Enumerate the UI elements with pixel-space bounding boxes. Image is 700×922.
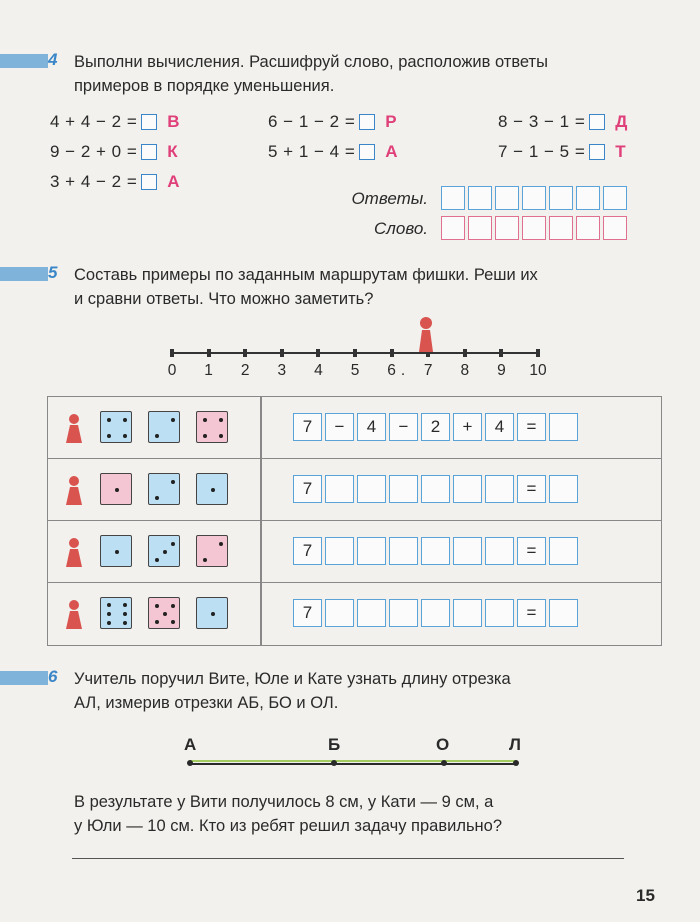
- pawn-icon: [64, 413, 84, 445]
- pawn-icon: [64, 475, 84, 507]
- answer-box[interactable]: [589, 144, 605, 160]
- answer-box[interactable]: [359, 114, 375, 130]
- dice-pip: [115, 488, 119, 492]
- answer-cell[interactable]: [468, 186, 492, 210]
- task-marker-bar: [0, 267, 48, 281]
- number-line-tick: [463, 349, 467, 357]
- dice-pip: [107, 621, 111, 625]
- number-line-label: 8: [460, 362, 470, 379]
- dice-pip: [203, 434, 207, 438]
- dice-pip: [107, 612, 111, 616]
- dice-pip: [155, 496, 159, 500]
- dice-pip: [211, 488, 215, 492]
- dice-pip: [123, 603, 127, 607]
- dice-icon: [196, 473, 228, 505]
- equation-cell[interactable]: [357, 537, 386, 565]
- dice-pip: [155, 434, 159, 438]
- number-line-tick: [353, 349, 357, 357]
- task-text-line: у Юли — 10 см. Кто из ребят решил задачу правильно?: [74, 817, 503, 835]
- equation-cell[interactable]: [357, 599, 386, 627]
- example-expression: 7 − 1 − 5 =: [498, 142, 586, 161]
- number-line-label: 1: [204, 362, 213, 379]
- dice-pip: [219, 434, 223, 438]
- equation-cell: =: [517, 599, 546, 627]
- segment-point: [187, 760, 193, 766]
- answer-box[interactable]: [141, 144, 157, 160]
- point-label: Б: [328, 735, 341, 754]
- segment-point: [441, 760, 447, 766]
- dice-pip: [171, 620, 175, 624]
- example-letter: Т: [615, 142, 626, 161]
- equation-cell: =: [517, 475, 546, 503]
- equation-cells: [293, 413, 581, 441]
- equation-cell[interactable]: [389, 475, 418, 503]
- equation-cell: 4: [357, 413, 386, 441]
- equation-cell[interactable]: [389, 599, 418, 627]
- dice-pip: [219, 418, 223, 422]
- equation-cell[interactable]: [549, 537, 578, 565]
- dice-pip: [171, 604, 175, 608]
- task-text-line: и сравни ответы. Что можно заметить?: [74, 290, 374, 308]
- number-line-label: 3: [277, 362, 287, 379]
- example-expression: 6 − 1 − 2 =: [268, 112, 356, 131]
- example-expression: 4 + 4 − 2 =: [50, 112, 138, 131]
- number-line-label: 6: [387, 362, 396, 379]
- equation-cell[interactable]: [485, 537, 514, 565]
- equation-cell: 7: [293, 537, 322, 565]
- dice-pip: [155, 620, 159, 624]
- example: [50, 170, 180, 194]
- answer-box[interactable]: [141, 174, 157, 190]
- number-line-label: 2: [240, 362, 250, 379]
- answers-cells: [441, 186, 630, 210]
- dice-pip: [115, 550, 119, 554]
- example: [268, 110, 397, 134]
- number-line-tick: [170, 349, 174, 357]
- answer-cell[interactable]: [495, 186, 519, 210]
- equation-cell[interactable]: [325, 599, 354, 627]
- example: [498, 110, 627, 134]
- route-row: [48, 583, 661, 645]
- dice-icon: [196, 535, 228, 567]
- dice-pip: [203, 418, 207, 422]
- equation-cell[interactable]: [421, 475, 450, 503]
- task-text-line: В результате у Вити получилось 8 см, у Кати — 9 см, а: [74, 793, 494, 811]
- dice-icon: [196, 411, 228, 443]
- number-line-tick: [280, 349, 284, 357]
- equation-cell[interactable]: [549, 413, 578, 441]
- dice-pip: [155, 604, 159, 608]
- dice-pip: [123, 418, 127, 422]
- number-line-label: 9: [497, 362, 506, 379]
- equation-cells: [293, 475, 581, 503]
- pawn-marker-icon: [417, 316, 435, 354]
- equation-cell[interactable]: [421, 599, 450, 627]
- dice-pip: [211, 612, 215, 616]
- example-letter: А: [167, 172, 180, 191]
- number-line-label: 7: [423, 362, 433, 379]
- answer-cell[interactable]: [549, 186, 573, 210]
- equation-cell: =: [517, 413, 546, 441]
- dice-icon: [100, 411, 132, 443]
- task-text-line: АЛ, измерив отрезки АБ, БО и ОЛ.: [74, 694, 339, 712]
- dice-pip: [107, 434, 111, 438]
- equation-cell[interactable]: [421, 537, 450, 565]
- point-label: А: [184, 735, 197, 754]
- example-letter: Д: [615, 112, 628, 131]
- equation-cell: 7: [293, 413, 322, 441]
- equation-cell[interactable]: [549, 475, 578, 503]
- answer-box[interactable]: [359, 144, 375, 160]
- dice-pip: [123, 434, 127, 438]
- number-line-label: 0: [167, 362, 177, 379]
- example-expression: 8 − 3 − 1 =: [498, 112, 586, 131]
- answer-cell[interactable]: [603, 186, 627, 210]
- route-row: [48, 397, 661, 459]
- example-letter: А: [385, 142, 398, 161]
- answer-cell[interactable]: [576, 186, 600, 210]
- word-cells: [441, 216, 630, 240]
- dice-pip: [163, 550, 167, 554]
- dice-pip: [107, 603, 111, 607]
- task-text-line: примеров в порядке уменьшения.: [74, 77, 335, 95]
- answers-label: Ответы.: [351, 189, 428, 208]
- word-cell[interactable]: [495, 216, 519, 240]
- word-label: Слово.: [374, 219, 428, 238]
- point-label: О: [436, 735, 450, 754]
- answer-line[interactable]: [72, 858, 624, 859]
- example: [498, 140, 626, 164]
- number-line-tick: [316, 349, 320, 357]
- dice-icon: [148, 597, 180, 629]
- route-row: [48, 459, 661, 521]
- dice-pip: [123, 612, 127, 616]
- task-number: 4: [48, 50, 58, 69]
- equation-cell: 2: [421, 413, 450, 441]
- answer-box[interactable]: [141, 114, 157, 130]
- routes-table: [47, 396, 662, 646]
- segment-point: [513, 760, 519, 766]
- number-line-tick: [207, 349, 211, 357]
- task-marker-bar: [0, 671, 48, 685]
- page-number: 15: [636, 886, 655, 905]
- dice-icon: [100, 535, 132, 567]
- dice-pip: [155, 558, 159, 562]
- task-number: 5: [48, 263, 58, 282]
- answer-box[interactable]: [589, 114, 605, 130]
- equation-cell[interactable]: [453, 537, 482, 565]
- dice-pip: [203, 558, 207, 562]
- equation-cell: =: [517, 537, 546, 565]
- task-text-line: Учитель поручил Вите, Юле и Кате узнать длину отрезка: [74, 670, 511, 688]
- number-line-tick: [499, 349, 503, 357]
- equation-cell[interactable]: [549, 599, 578, 627]
- equation-cells: [293, 599, 581, 627]
- answer-cell[interactable]: [522, 186, 546, 210]
- word-cell[interactable]: [468, 216, 492, 240]
- example-expression: 3 + 4 − 2 =: [50, 172, 138, 191]
- pawn-icon: [64, 537, 84, 569]
- equation-cell[interactable]: [485, 475, 514, 503]
- task-text-line: Выполни вычисления. Расшифруй слово, расположив ответы: [74, 53, 548, 71]
- number-line-tick: [536, 349, 540, 357]
- equation-cell: −: [325, 413, 354, 441]
- equation-cell[interactable]: [453, 475, 482, 503]
- example-expression: 5 + 1 − 4 =: [268, 142, 356, 161]
- word-cell[interactable]: [549, 216, 573, 240]
- word-cell[interactable]: [603, 216, 627, 240]
- word-cell[interactable]: [576, 216, 600, 240]
- segment-highlight: [190, 760, 516, 762]
- number-line-dot: .: [400, 362, 406, 379]
- equation-cell: −: [389, 413, 418, 441]
- task-number: 6: [48, 667, 58, 686]
- equation-cell: 7: [293, 599, 322, 627]
- pawn-icon: [64, 599, 84, 631]
- equation-cell[interactable]: [453, 599, 482, 627]
- word-cell[interactable]: [441, 216, 465, 240]
- equation-cell[interactable]: [389, 537, 418, 565]
- dice-pip: [171, 418, 175, 422]
- example: [268, 140, 398, 164]
- dice-icon: [148, 473, 180, 505]
- example-expression: 9 − 2 + 0 =: [50, 142, 138, 161]
- number-line-label: 10: [529, 362, 547, 379]
- number-line-tick: [390, 349, 394, 357]
- segment-point: [331, 760, 337, 766]
- dice-icon: [148, 535, 180, 567]
- number-line-label: 5: [350, 362, 360, 379]
- point-label: Л: [509, 735, 521, 754]
- example-letter: К: [167, 142, 178, 161]
- equation-cell[interactable]: [325, 537, 354, 565]
- equation-cell[interactable]: [485, 599, 514, 627]
- equation-cell: 4: [485, 413, 514, 441]
- example: [50, 110, 180, 134]
- equation-cell: +: [453, 413, 482, 441]
- dice-icon: [148, 411, 180, 443]
- equation-cell[interactable]: [325, 475, 354, 503]
- example: [50, 140, 178, 164]
- dice-pip: [219, 542, 223, 546]
- dice-icon: [100, 473, 132, 505]
- dice-pip: [107, 418, 111, 422]
- dice-pip: [163, 612, 167, 616]
- answer-cell[interactable]: [441, 186, 465, 210]
- equation-cell: 7: [293, 475, 322, 503]
- equation-cell[interactable]: [357, 475, 386, 503]
- dice-pip: [171, 542, 175, 546]
- task-text-line: Составь примеры по заданным маршрутам фишки. Реши их: [74, 266, 538, 284]
- dice-pip: [171, 480, 175, 484]
- word-cell[interactable]: [522, 216, 546, 240]
- example-letter: В: [167, 112, 180, 131]
- number-line-tick: [243, 349, 247, 357]
- dice-icon: [196, 597, 228, 629]
- dice-pip: [123, 621, 127, 625]
- segment-al: [190, 763, 516, 765]
- dice-icon: [100, 597, 132, 629]
- task-marker-bar: [0, 54, 48, 68]
- number-line-label: 4: [314, 362, 323, 379]
- equation-cells: [293, 537, 581, 565]
- example-letter: Р: [385, 112, 397, 131]
- route-row: [48, 521, 661, 583]
